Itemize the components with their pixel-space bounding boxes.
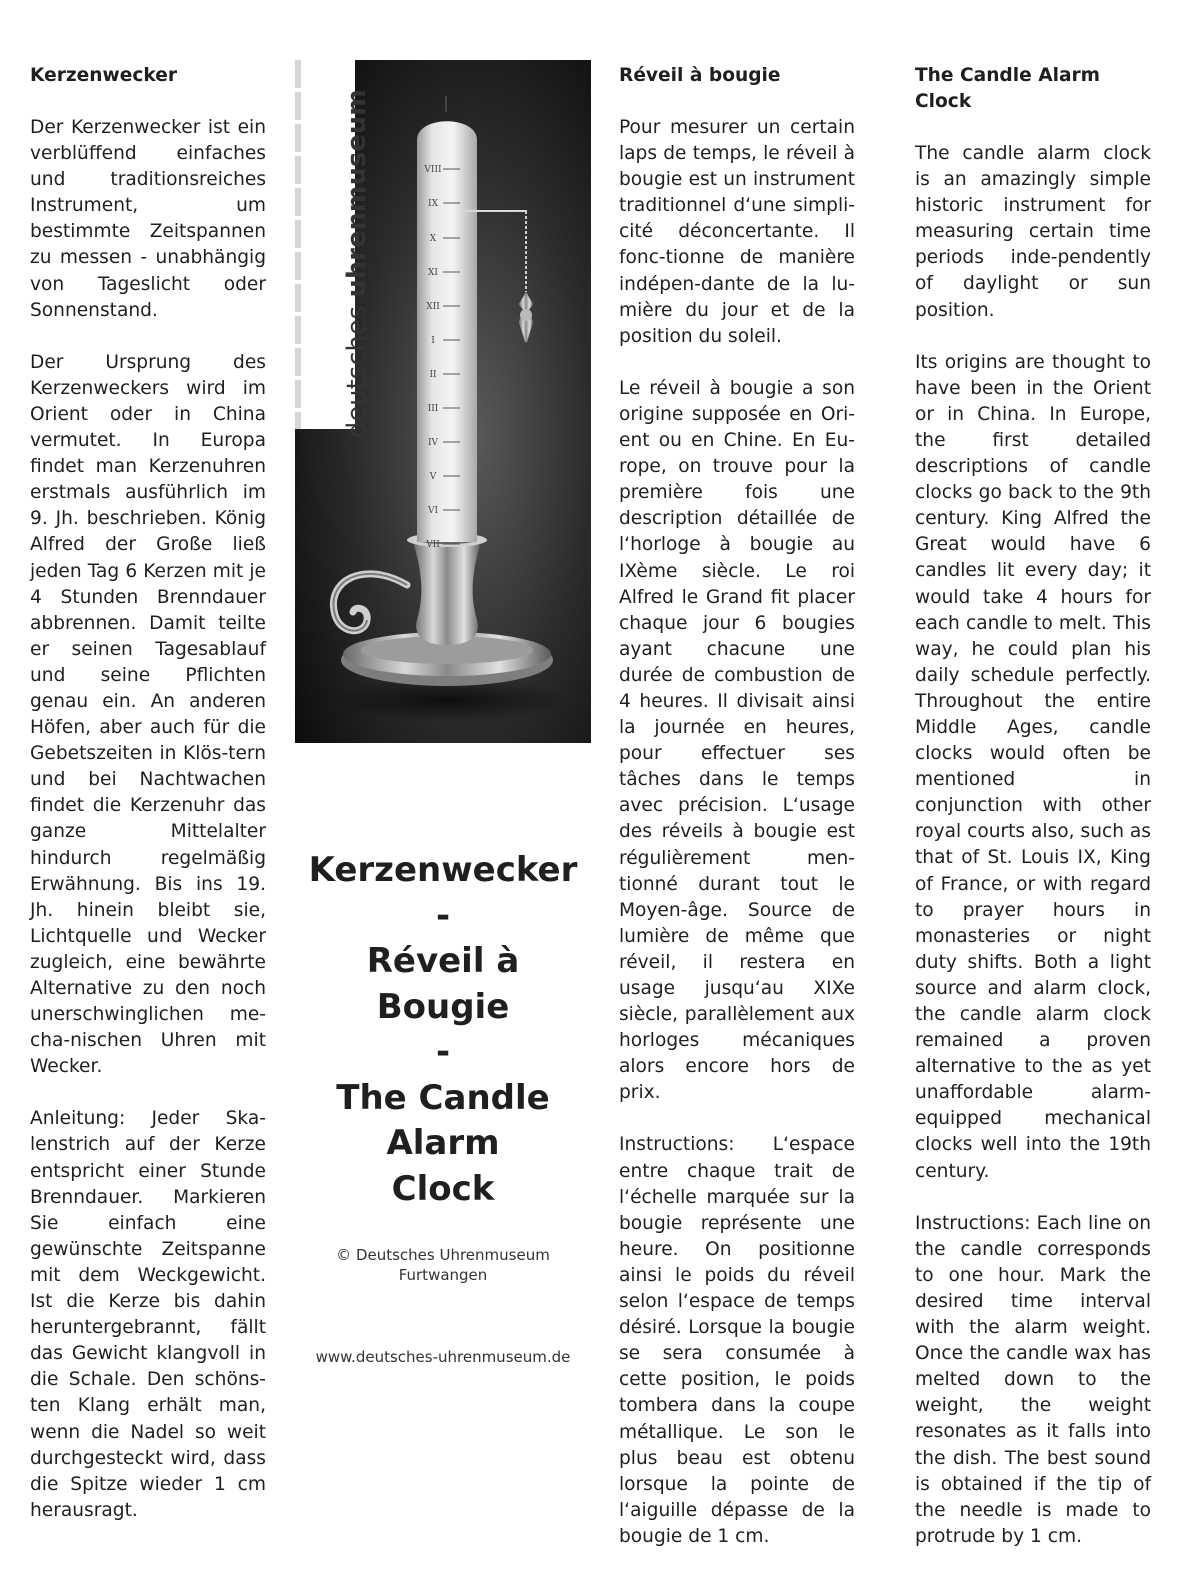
logo-stripes [295,60,301,429]
copyright-notice [295,1245,591,1285]
title-line: Clock [391,1168,495,1209]
english-heading: The Candle Alarm Clock [915,65,1101,112]
title-line: Réveil à [366,941,520,981]
logo-text [343,89,371,438]
website-link[interactable]: www.deutsches-uhrenmuseum.de [315,1348,571,1366]
french-paragraph: Instructions: L‘espace entre chaque trait de l‘échelle marquée sur la bougie représente une heure. On positionne ainsi le poids du réveil selon l‘espace de temps désiré. Lorsque la bougie se sera consumée à cette position, le poids tombera dans la coupe métallique. Le son le plus beau est obtenu lorsque la pointe de l‘aiguille dépasse de la bougie de 1 cm. [619,1134,855,1547]
numeral-label: VIII [424,165,442,175]
german-paragraph: Der Ursprung des Kerzenweckers wird im Orient oder in China vermutet. In Europa findet man Kerzenuhren erstmals ausführlich im 9. Jh. beschrieben. König Alfred der Große ließ jeden Tag 6 Kerzen mit je 4 Stunden Brenndauer abbrennen. Damit teilte er seinen Tagesablauf und seine Pflichten genau ein. An anderen Höfen, aber auch für die Gebetszeiten in Klös-tern und bei Nachtwachen findet die Kerzenuhr das ganze Mittelalter hindurch regelmäßig Erwähnung. Bis ins 19. Jh. hinein bleibt sie, Lichtquelle und Wecker zugleich, eine bewährte Alternative zu den noch unerschwinglichen mecha-nischen Uhren mit Wecker. [30,351,266,1078]
german-paragraph: Der Kerzenwecker ist ein verblüffend einfaches und traditionsreiches Instrument, um bestimmte Zeitspannen zu messen - unabhängig von Tageslicht oder Sonnenstand. [30,117,266,321]
logo-light-text: deutsches [342,297,372,438]
title-line: Kerzenwecker [308,850,578,890]
title-line: Bougie [376,986,510,1027]
numeral-label: X [429,234,437,244]
french-column [619,63,855,1576]
center-title [295,848,591,1212]
numeral-label: VII [426,540,440,550]
numeral-label: II [429,370,437,380]
german-heading: Kerzenwecker [30,65,177,86]
museum-logo [295,60,372,438]
numeral-label: IV [427,438,439,448]
numeral-label: VI [427,506,439,516]
logo-bold-text: uhrenmuseum [342,88,372,298]
numeral-label: XI [428,268,438,278]
english-paragraph: The candle alarm clock is an amazingly simple historic instrument for measuring certain time periods inde-pendently of daylight or sun position. [915,143,1151,321]
title-line: - [435,1032,451,1072]
german-paragraph: Anleitung: Jeder Skalenstrich auf der Kerze entspricht einer Stunde Brenndauer. Markieren Sie einfach eine gewünschte Zeitspanne mit dem Weckgewicht. Ist die Kerze bis dahin heruntergebrannt, fällt das Gewicht klangvoll in die Schale. Den schöns-ten Klang erhält man, wenn die Nadel so weit durchgesteckt wird, dass die Spitze wieder 1 cm herausragt. [30,1108,266,1521]
numeral-label: I [431,336,435,346]
german-column [30,63,266,1550]
french-paragraph: Pour mesurer un certain laps de temps, le réveil à bougie est un instrument traditionnel d‘une simpli-cité déconcertante. Il fonc-tionne de manière indépen-dante de la lumière du jour et de la position du soleil. [619,117,855,347]
french-paragraph: Le réveil à bougie a son origine supposée en Orient ou en Chine. En Europe, on trouve pour la première fois une description détaillée de l‘horloge à bougie au IXème siècle. Le roi Alfred le Grand fit placer chaque jour 6 bougies ayant chacune une durée de combustion de 4 heures. Il divisait ainsi la journée en heures, pour effectuer ses tâches dans le temps avec précision. L‘usage des réveils à bougie est régulièrement men-tionné durant tout le Moyen-âge. Source de lumière de même que réveil, il restera en usage jusqu‘au XIXe siècle, parallèlement aux horloges mécaniques alors encore hors de prix. [619,377,855,1104]
copyright-line: Furtwangen [398,1266,488,1284]
title-line: The Candle Alarm [336,1077,550,1163]
english-paragraph: Its origins are thought to have been in the Orient or in China. In Europe, the first detailed descriptions of candle clocks go back to the 9th century. King Alfred the Great would have 6 candles lit every day; it would take 4 hours for each candle to melt. This way, he could plan his daily schedule perfectly. Throughout the entire Middle Ages, candle clocks would often be mentioned in conjunction with other royal courts also, such as that of St. Louis IX, King of France, or with regard to prayer hours in monasteries or night duty shifts. Both a light source and alarm clock, the candle alarm clock remained a proven alternative to the as yet unaffordable alarm-equipped mechanical clocks well into the 19th century. [915,351,1151,1182]
title-line: - [435,895,451,936]
french-heading: Réveil à bougie [619,65,781,86]
numeral-label: XII [426,302,440,312]
english-paragraph: Instructions: Each line on the candle corresponds to one hour. Mark the desired time interval with the alarm weight. Once the candle wax has melted down to the weight, the weight resonates as it falls into the dish. The best sound is obtained if the tip of the needle is made to protrude by 1 cm. [915,1212,1151,1547]
numeral-label: IX [428,199,438,209]
copyright-line: © Deutsches Uhrenmuseum [336,1246,550,1264]
numeral-label: V [429,472,437,482]
english-column [915,63,1151,1576]
numeral-label: III [427,404,439,414]
